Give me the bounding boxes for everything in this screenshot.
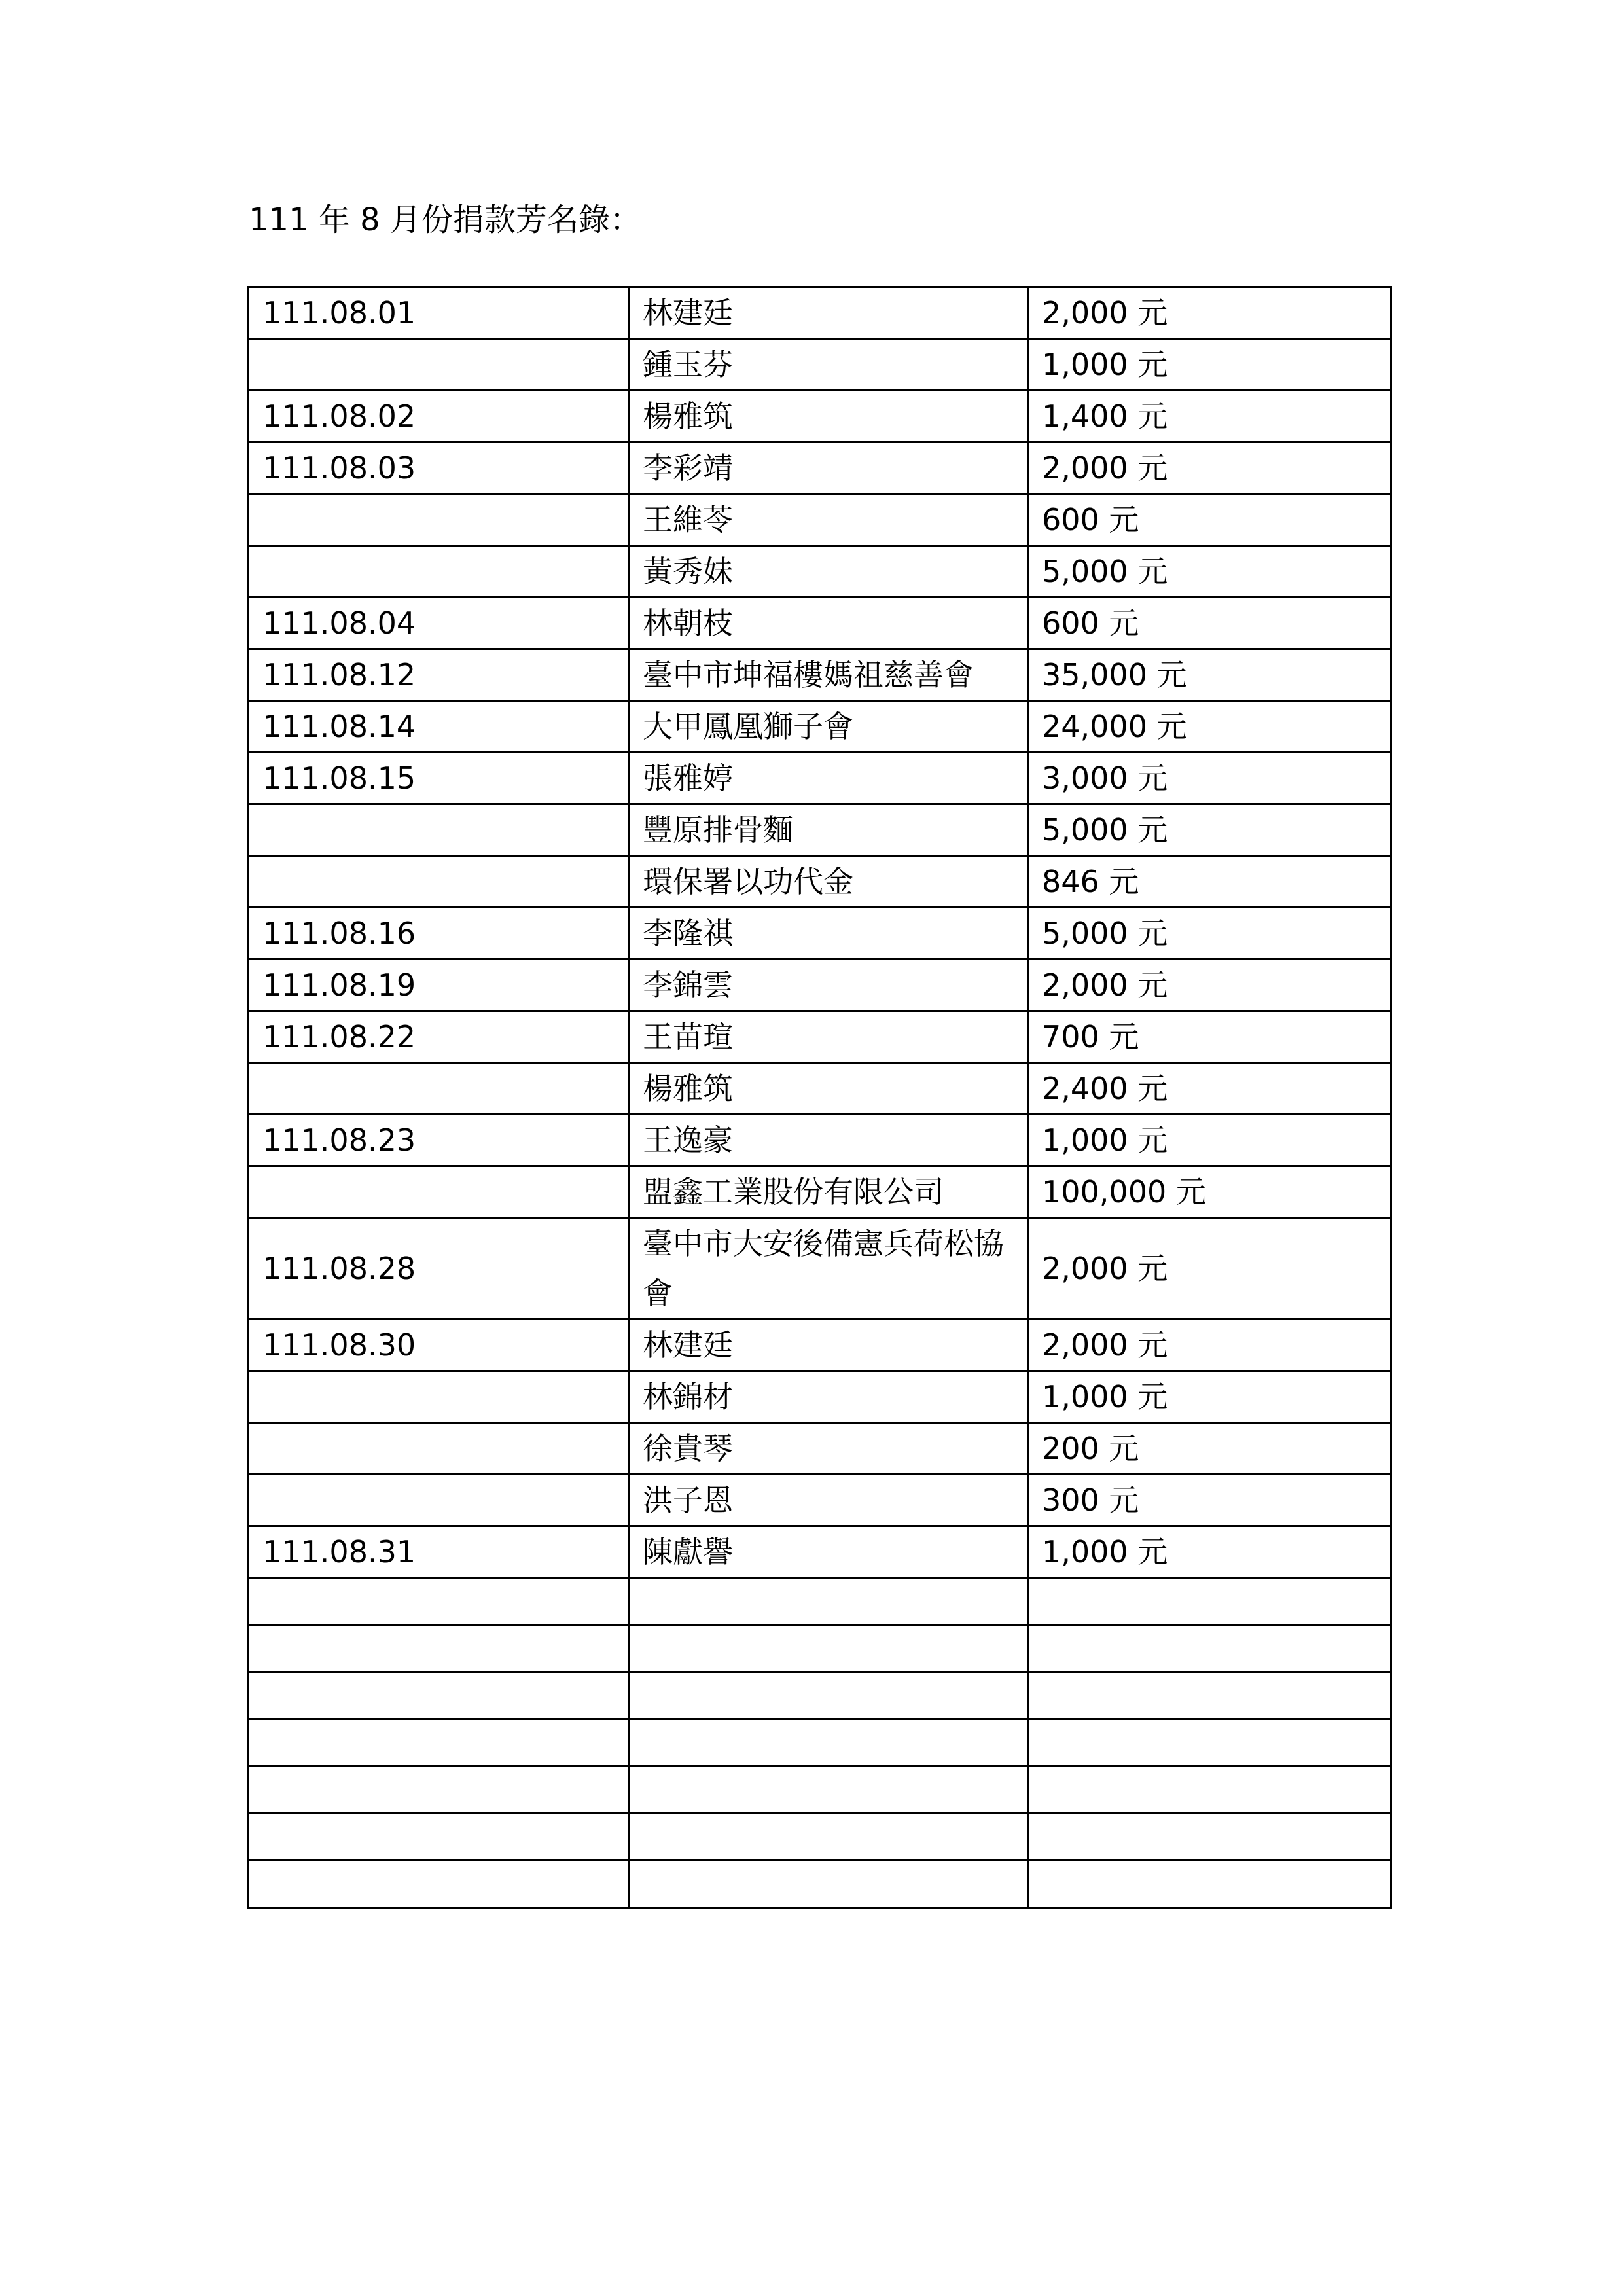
date-cell xyxy=(249,1063,629,1115)
date-cell xyxy=(249,546,629,598)
amount-cell xyxy=(1028,1861,1391,1908)
table-row xyxy=(249,1767,1391,1814)
donor-name-cell: 王維苓 xyxy=(629,494,1028,546)
table-row xyxy=(249,1578,1391,1625)
amount-cell: 2,000 元 xyxy=(1028,442,1391,494)
donor-name-cell: 王苗瑄 xyxy=(629,1011,1028,1063)
amount-cell: 1,000 元 xyxy=(1028,1371,1391,1423)
donor-name-cell: 林建廷 xyxy=(629,287,1028,339)
date-cell xyxy=(249,856,629,908)
table-row xyxy=(249,1625,1391,1672)
donor-name-cell xyxy=(629,1861,1028,1908)
table-row xyxy=(249,960,1391,1011)
table-row xyxy=(249,1423,1391,1475)
donor-name-cell: 鍾玉芬 xyxy=(629,339,1028,391)
table-row xyxy=(249,339,1391,391)
amount-cell: 2,000 元 xyxy=(1028,1218,1391,1319)
amount-cell: 5,000 元 xyxy=(1028,908,1391,960)
donor-name-cell: 黃秀妹 xyxy=(629,546,1028,598)
amount-cell xyxy=(1028,1767,1391,1814)
donor-name-cell: 李錦雲 xyxy=(629,960,1028,1011)
table-row xyxy=(249,1672,1391,1719)
donor-name-cell: 王逸豪 xyxy=(629,1115,1028,1166)
table-row xyxy=(249,1719,1391,1767)
donor-name-cell xyxy=(629,1814,1028,1861)
date-cell xyxy=(249,804,629,856)
donor-name-cell: 林錦材 xyxy=(629,1371,1028,1423)
date-cell xyxy=(249,1578,629,1625)
amount-cell: 300 元 xyxy=(1028,1475,1391,1526)
table-row xyxy=(249,546,1391,598)
table-row xyxy=(249,908,1391,960)
amount-cell xyxy=(1028,1719,1391,1767)
table-row xyxy=(249,1319,1391,1371)
date-cell xyxy=(249,1475,629,1526)
table-row xyxy=(249,1115,1391,1166)
donation-rows xyxy=(249,287,1391,1908)
date-cell xyxy=(249,1625,629,1672)
table-row xyxy=(249,753,1391,804)
date-cell: 111.08.16 xyxy=(249,908,629,960)
amount-cell: 35,000 元 xyxy=(1028,649,1391,701)
amount-cell: 1,000 元 xyxy=(1028,1526,1391,1578)
table-row xyxy=(249,1526,1391,1578)
amount-cell: 846 元 xyxy=(1028,856,1391,908)
donor-name-cell: 林建廷 xyxy=(629,1319,1028,1371)
date-cell xyxy=(249,1672,629,1719)
amount-cell xyxy=(1028,1625,1391,1672)
table-row xyxy=(249,391,1391,442)
amount-cell xyxy=(1028,1578,1391,1625)
date-cell: 111.08.04 xyxy=(249,598,629,649)
donor-name-cell: 大甲鳳凰獅子會 xyxy=(629,701,1028,753)
amount-cell: 2,000 元 xyxy=(1028,287,1391,339)
table-row xyxy=(249,494,1391,546)
donor-name-cell xyxy=(629,1719,1028,1767)
table-row xyxy=(249,1475,1391,1526)
amount-cell: 1,000 元 xyxy=(1028,1115,1391,1166)
date-cell: 111.08.22 xyxy=(249,1011,629,1063)
table-row xyxy=(249,1166,1391,1218)
date-cell: 111.08.19 xyxy=(249,960,629,1011)
donor-name-cell: 陳獻譽 xyxy=(629,1526,1028,1578)
amount-cell xyxy=(1028,1672,1391,1719)
date-cell xyxy=(249,339,629,391)
table-row xyxy=(249,804,1391,856)
amount-cell: 2,000 元 xyxy=(1028,960,1391,1011)
table-row xyxy=(249,649,1391,701)
donor-name-cell xyxy=(629,1625,1028,1672)
date-cell: 111.08.23 xyxy=(249,1115,629,1166)
table-row xyxy=(249,1063,1391,1115)
donor-name-cell xyxy=(629,1578,1028,1625)
table-row xyxy=(249,701,1391,753)
donor-name-cell: 楊雅筑 xyxy=(629,1063,1028,1115)
amount-cell: 24,000 元 xyxy=(1028,701,1391,753)
donor-name-cell: 李隆祺 xyxy=(629,908,1028,960)
date-cell: 111.08.30 xyxy=(249,1319,629,1371)
donor-name-cell: 臺中市大安後備憲兵荷松協會 xyxy=(629,1218,1028,1319)
donor-name-cell: 盟鑫工業股份有限公司 xyxy=(629,1166,1028,1218)
date-cell: 111.08.03 xyxy=(249,442,629,494)
donor-name-cell: 臺中市坤福樓媽祖慈善會 xyxy=(629,649,1028,701)
donor-name-cell xyxy=(629,1672,1028,1719)
table-row xyxy=(249,442,1391,494)
amount-cell: 600 元 xyxy=(1028,494,1391,546)
amount-cell xyxy=(1028,1814,1391,1861)
date-cell xyxy=(249,1166,629,1218)
date-cell xyxy=(249,1371,629,1423)
table-row xyxy=(249,1861,1391,1908)
amount-cell: 1,400 元 xyxy=(1028,391,1391,442)
date-cell: 111.08.15 xyxy=(249,753,629,804)
amount-cell: 5,000 元 xyxy=(1028,804,1391,856)
date-cell: 111.08.01 xyxy=(249,287,629,339)
date-cell xyxy=(249,1719,629,1767)
donor-name-cell: 林朝枝 xyxy=(629,598,1028,649)
table-row xyxy=(249,1371,1391,1423)
donor-name-cell: 環保署以功代金 xyxy=(629,856,1028,908)
table-row xyxy=(249,598,1391,649)
table-row xyxy=(249,1814,1391,1861)
donor-name-cell xyxy=(629,1767,1028,1814)
page-title: 111 年 8 月份捐款芳名錄： xyxy=(249,202,641,238)
date-cell: 111.08.02 xyxy=(249,391,629,442)
date-cell: 111.08.28 xyxy=(249,1218,629,1319)
table-row xyxy=(249,287,1391,339)
amount-cell: 5,000 元 xyxy=(1028,546,1391,598)
amount-cell: 3,000 元 xyxy=(1028,753,1391,804)
donor-name-cell: 楊雅筑 xyxy=(629,391,1028,442)
date-cell: 111.08.14 xyxy=(249,701,629,753)
amount-cell: 600 元 xyxy=(1028,598,1391,649)
table-row xyxy=(249,1218,1391,1319)
amount-cell: 2,400 元 xyxy=(1028,1063,1391,1115)
amount-cell: 1,000 元 xyxy=(1028,339,1391,391)
amount-cell: 200 元 xyxy=(1028,1423,1391,1475)
donor-name-cell: 洪子恩 xyxy=(629,1475,1028,1526)
donor-name-cell: 徐貴琴 xyxy=(629,1423,1028,1475)
date-cell: 111.08.31 xyxy=(249,1526,629,1578)
date-cell xyxy=(249,1423,629,1475)
date-cell xyxy=(249,1767,629,1814)
date-cell xyxy=(249,1861,629,1908)
donor-name-cell: 豐原排骨麵 xyxy=(629,804,1028,856)
amount-cell: 700 元 xyxy=(1028,1011,1391,1063)
donation-table xyxy=(247,286,1392,1909)
table-row xyxy=(249,1011,1391,1063)
donor-name-cell: 李彩靖 xyxy=(629,442,1028,494)
table-row xyxy=(249,856,1391,908)
date-cell xyxy=(249,1814,629,1861)
date-cell: 111.08.12 xyxy=(249,649,629,701)
amount-cell: 2,000 元 xyxy=(1028,1319,1391,1371)
donor-name-cell: 張雅婷 xyxy=(629,753,1028,804)
date-cell xyxy=(249,494,629,546)
amount-cell: 100,000 元 xyxy=(1028,1166,1391,1218)
